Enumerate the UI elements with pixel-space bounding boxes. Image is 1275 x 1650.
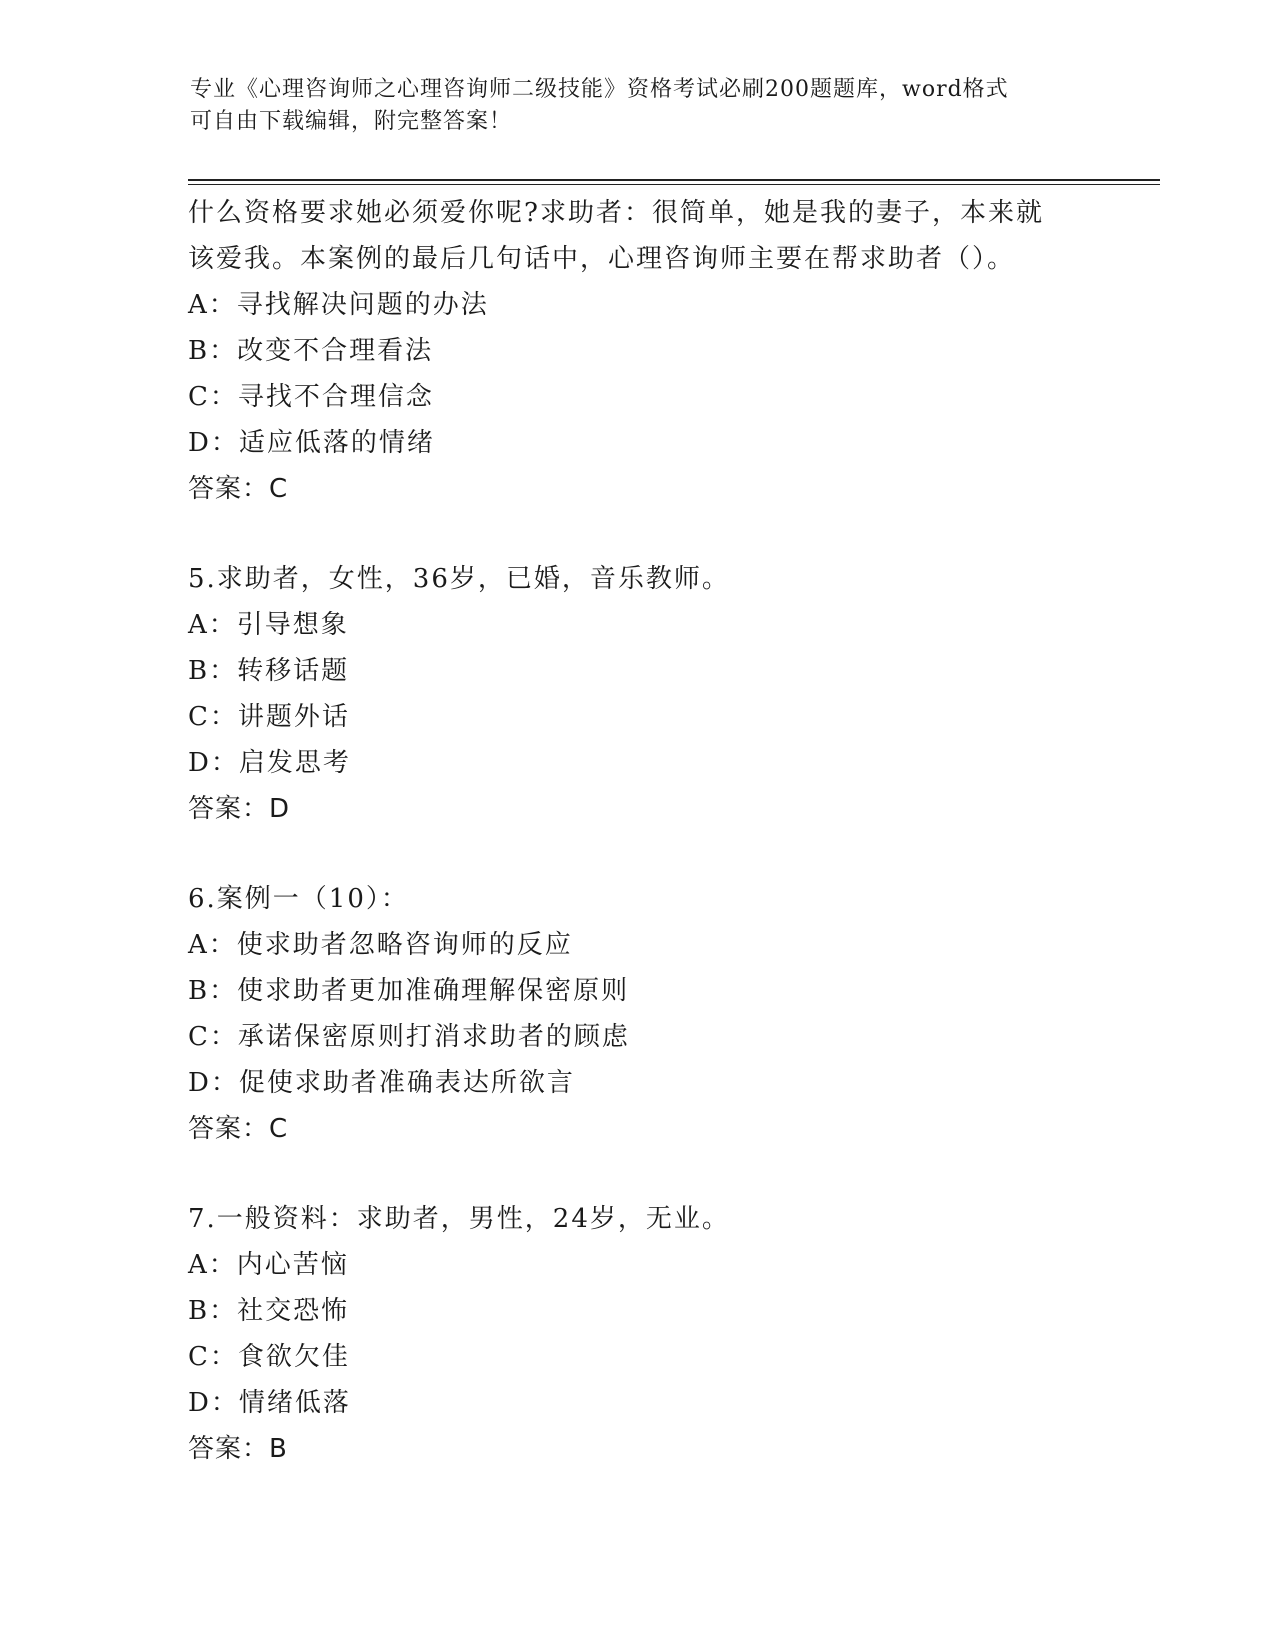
option-d: D：适应低落的情绪 [188,428,435,458]
option-a: A：寻找解决问题的办法 [188,290,489,320]
answer-line: 答案：B [188,1434,288,1464]
option-d: D：启发思考 [188,748,351,778]
option-b: B：使求助者更加准确理解保密原则 [188,976,630,1006]
question-7 [188,1196,1088,1472]
option-c: C：承诺保密原则打消求助者的顾虑 [188,1022,630,1052]
question-continued [188,190,1088,512]
header-subtitle-line: 可自由下载编辑，附完整答案！ [190,109,513,134]
document-header [190,74,1090,138]
answer-line: 答案：D [188,794,291,824]
option-d: D：促使求助者准确表达所欲言 [188,1068,575,1098]
question-stem: 5.求助者，女性，36岁，已婚，音乐教师。 [188,564,730,594]
spacer [188,832,1088,876]
question-stem: 什么资格要求她必须爱你呢?求助者：很简单，她是我的妻子，本来就 [188,198,1044,228]
question-6 [188,876,1088,1152]
header-divider [188,179,1160,185]
option-d: D：情绪低落 [188,1388,351,1418]
option-b: B：社交恐怖 [188,1296,350,1326]
question-stem: 6.案例一（10）： [188,884,409,914]
header-title-line: 专业《心理咨询师之心理咨询师二级技能》资格考试必刷200题题库，word格式 [190,77,1009,102]
question-stem: 该爱我。本案例的最后几句话中，心理咨询师主要在帮求助者（）。 [188,244,1016,274]
question-list [188,190,1088,1472]
option-c: C：讲题外话 [188,702,350,732]
answer-line: 答案：C [188,1114,289,1144]
spacer [188,512,1088,556]
option-b: B：改变不合理看法 [188,336,434,366]
question-stem: 7.一般资料：求助者，男性，24岁，无业。 [188,1204,730,1234]
option-a: A：引导想象 [188,610,349,640]
question-5 [188,556,1088,832]
option-a: A：内心苦恼 [188,1250,349,1280]
option-c: C：寻找不合理信念 [188,382,434,412]
answer-line: 答案：C [188,474,289,504]
spacer [188,1152,1088,1196]
option-a: A：使求助者忽略咨询师的反应 [188,930,573,960]
option-b: B：转移话题 [188,656,350,686]
option-c: C：食欲欠佳 [188,1342,350,1372]
